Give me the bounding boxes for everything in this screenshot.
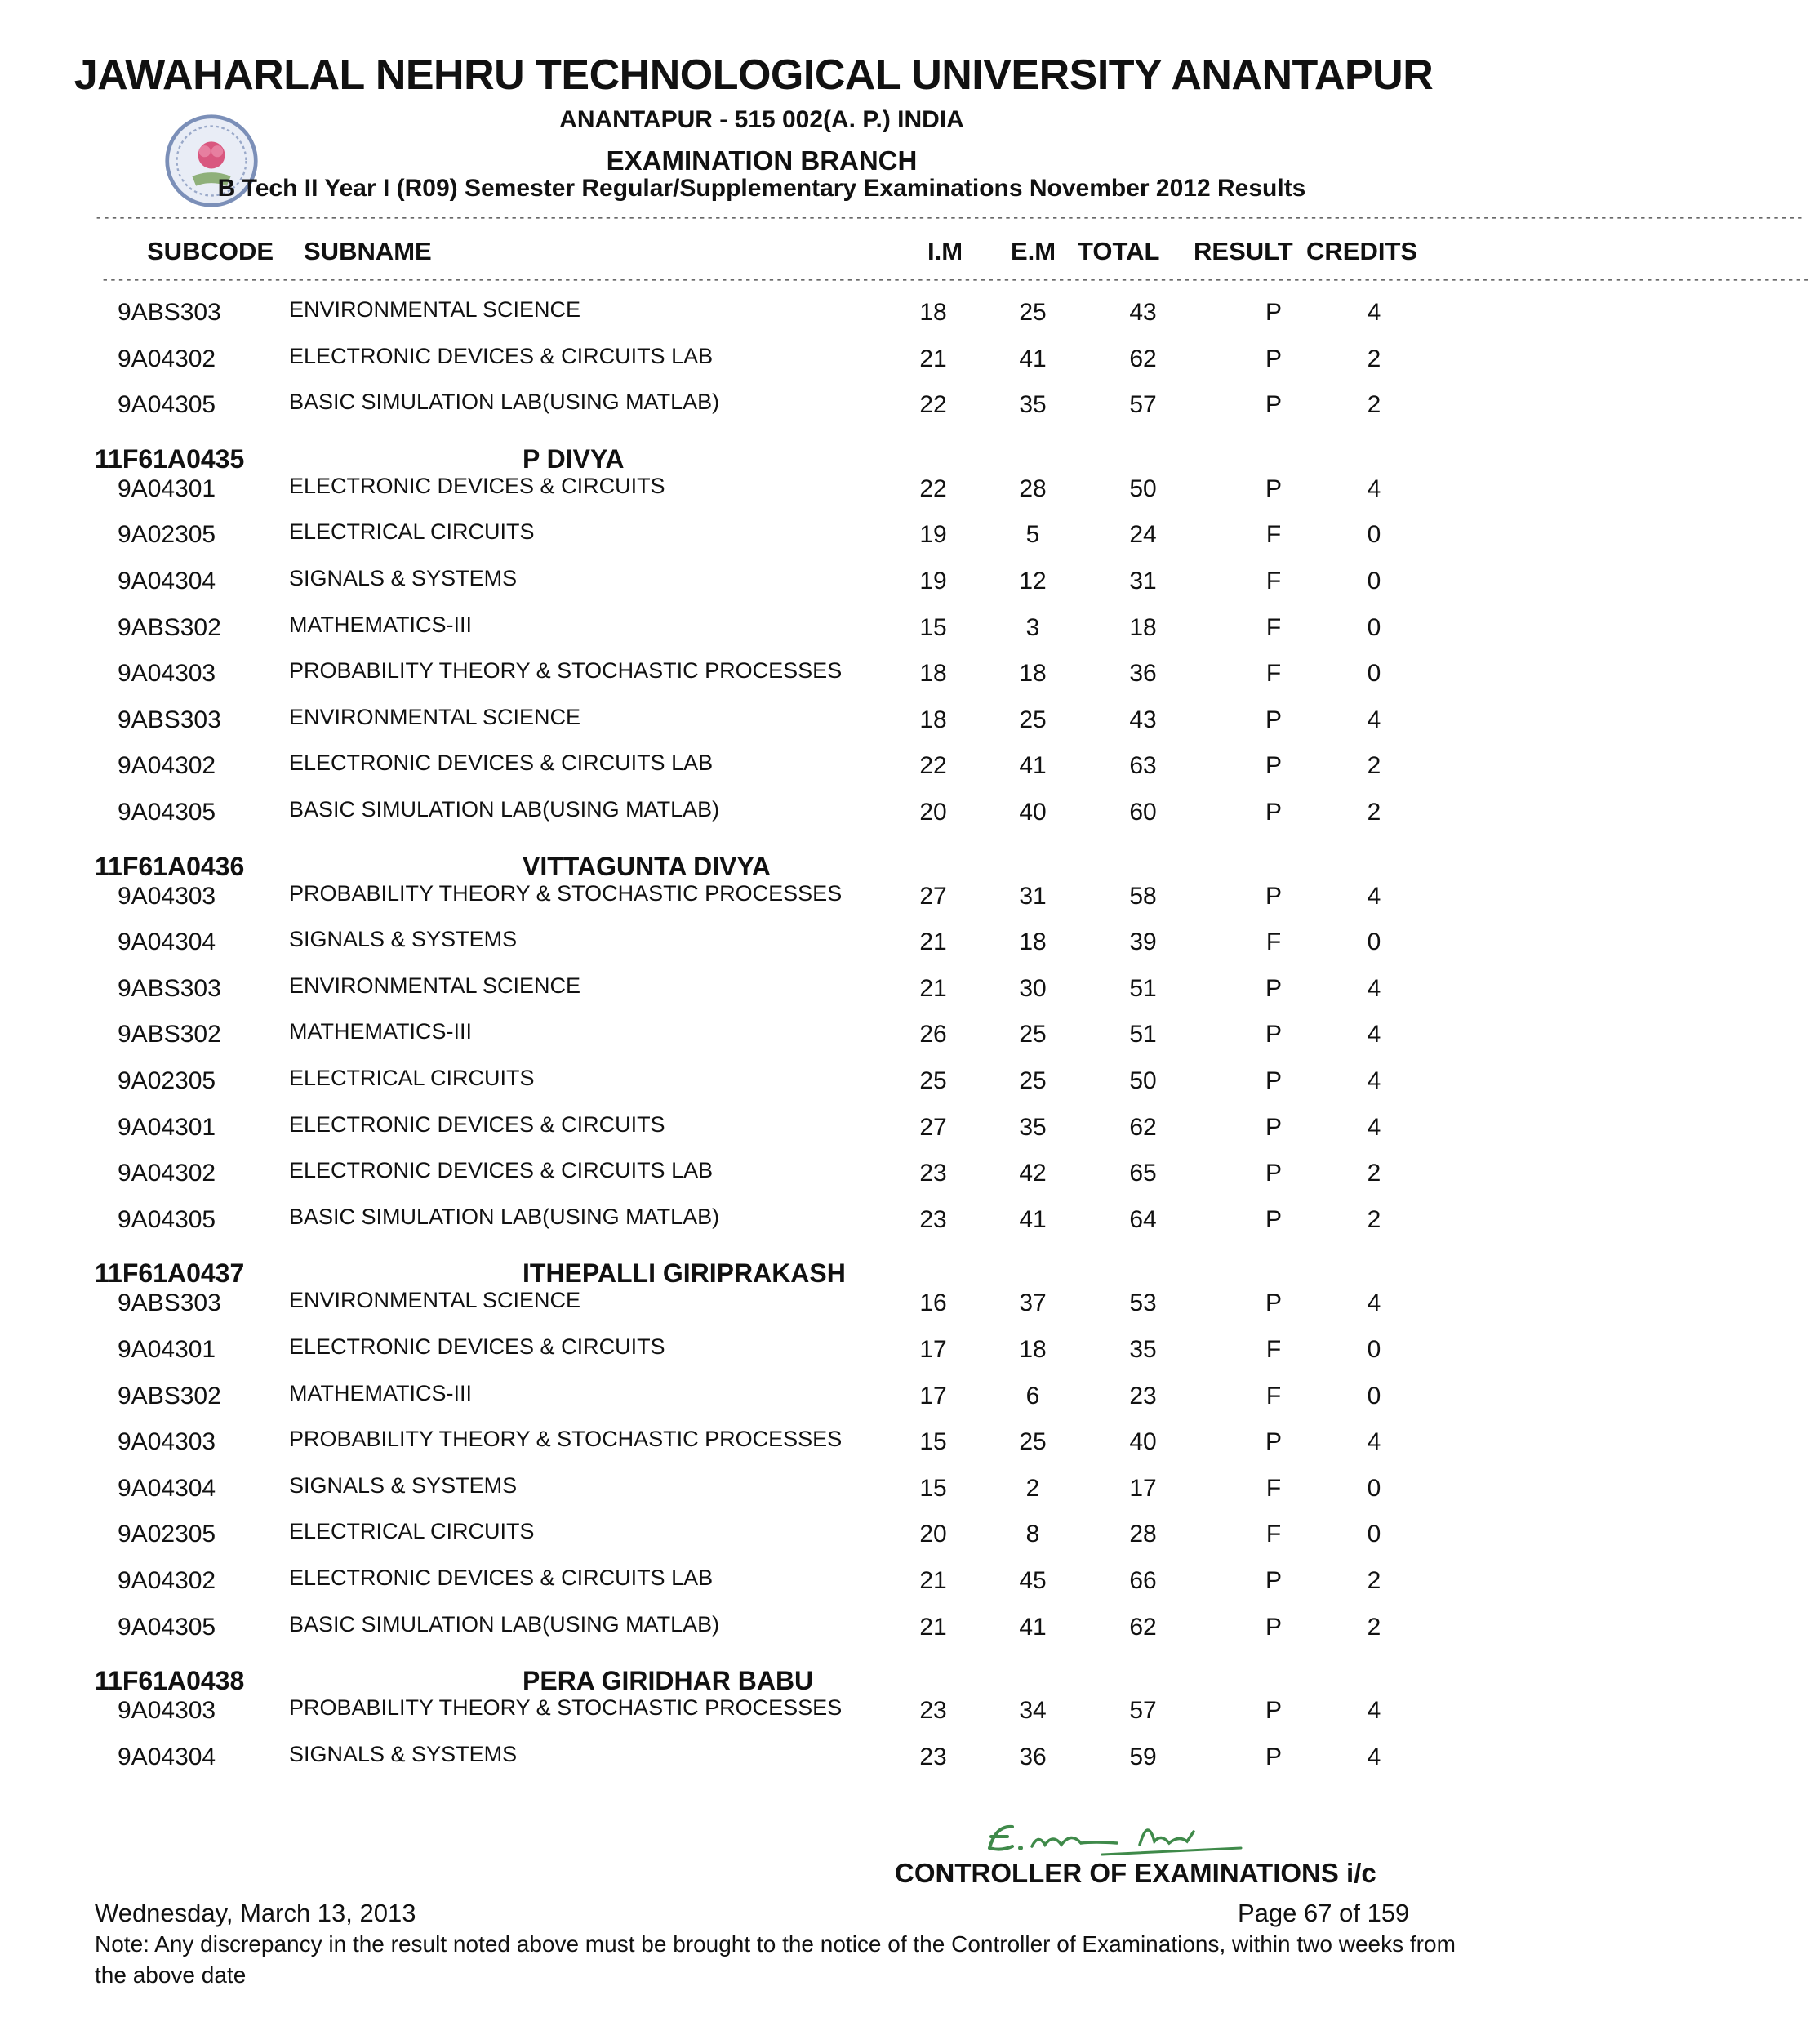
result-status: F <box>1265 568 1282 594</box>
credits-value: 0 <box>1367 613 1381 641</box>
result-status: P <box>1265 1021 1282 1049</box>
external-marks: 25 <box>1019 1067 1047 1094</box>
internal-marks: 22 <box>919 391 947 419</box>
internal-marks: 26 <box>919 1021 947 1049</box>
credits-value: 4 <box>1367 1021 1381 1049</box>
credits-value: 0 <box>1367 1336 1381 1363</box>
internal-marks: 19 <box>919 568 947 594</box>
result-status: P <box>1265 706 1282 733</box>
total-marks: 35 <box>1129 1336 1157 1363</box>
column-header-em: E.M <box>1011 237 1056 265</box>
external-marks: 25 <box>1019 299 1047 326</box>
result-status: F <box>1265 1474 1282 1502</box>
internal-marks: 23 <box>919 1697 947 1725</box>
total-marks: 50 <box>1129 474 1157 502</box>
internal-marks: 22 <box>919 752 947 780</box>
subject-code: 9ABS302 <box>118 613 221 641</box>
result-status: P <box>1265 474 1282 502</box>
internal-marks: 23 <box>919 1160 947 1187</box>
result-status: F <box>1265 613 1282 641</box>
total-marks: 53 <box>1129 1289 1157 1317</box>
result-status: P <box>1265 1160 1282 1187</box>
result-status: P <box>1265 391 1282 419</box>
internal-marks: 22 <box>919 474 947 502</box>
result-status: P <box>1265 1067 1282 1094</box>
credits-value: 4 <box>1367 299 1381 326</box>
credits-value: 4 <box>1367 1067 1381 1094</box>
university-title: JAWAHARLAL NEHRU TECHNOLOGICAL UNIVERSITY ANANTAPUR <box>73 51 1434 99</box>
subject-name: PROBABILITY THEORY & STOCHASTIC PROCESSES <box>289 658 843 684</box>
credits-value: 0 <box>1367 928 1381 956</box>
subject-code: 9A04304 <box>118 1743 216 1770</box>
subject-name: MATHEMATICS-III <box>289 612 472 637</box>
total-marks: 51 <box>1129 1021 1157 1049</box>
internal-marks: 18 <box>919 706 947 733</box>
credits-value: 4 <box>1367 1697 1381 1725</box>
external-marks: 37 <box>1019 1289 1047 1317</box>
subject-code: 9A04301 <box>118 474 216 502</box>
controller-title: CONTROLLER OF EXAMINATIONS i/c <box>895 1858 1376 1888</box>
total-marks: 40 <box>1129 1428 1157 1456</box>
total-marks: 63 <box>1129 752 1157 780</box>
subject-name: ELECTRONIC DEVICES & CIRCUITS <box>289 473 665 498</box>
subject-code: 9A04301 <box>118 1336 216 1363</box>
external-marks: 18 <box>1019 1336 1047 1363</box>
internal-marks: 20 <box>919 1521 947 1548</box>
result-status: P <box>1265 1743 1282 1770</box>
subject-code: 9A04302 <box>118 345 216 372</box>
subject-code: 9A04303 <box>118 1697 216 1725</box>
credits-value: 0 <box>1367 568 1381 594</box>
external-marks: 41 <box>1019 1205 1047 1233</box>
subject-code: 9A04305 <box>118 1205 216 1233</box>
external-marks: 25 <box>1019 706 1047 733</box>
subject-code: 9ABS302 <box>118 1021 221 1049</box>
result-status: F <box>1265 660 1282 688</box>
total-marks: 17 <box>1129 1474 1157 1502</box>
subject-name: ELECTRONIC DEVICES & CIRCUITS <box>289 1334 665 1359</box>
internal-marks: 16 <box>919 1289 947 1317</box>
external-marks: 31 <box>1019 882 1047 910</box>
discrepancy-note: Note: Any discrepancy in the result noted above must be brought to the notice of the Controller of Examinations, within two weeks from the above date <box>95 1931 1456 1988</box>
subject-name: ELECTRONIC DEVICES & CIRCUITS LAB <box>289 1158 714 1183</box>
internal-marks: 21 <box>919 1567 947 1594</box>
total-marks: 23 <box>1129 1382 1157 1409</box>
internal-marks: 20 <box>919 799 947 826</box>
internal-marks: 18 <box>919 299 947 326</box>
external-marks: 6 <box>1025 1382 1040 1409</box>
external-marks: 28 <box>1019 474 1047 502</box>
credits-value: 4 <box>1367 1743 1381 1770</box>
external-marks: 8 <box>1025 1521 1040 1548</box>
subject-name: ELECTRONIC DEVICES & CIRCUITS LAB <box>289 750 714 776</box>
external-marks: 40 <box>1019 799 1047 826</box>
student-name: P DIVYA <box>523 443 625 474</box>
subject-code: 9A04303 <box>118 660 216 688</box>
external-marks: 2 <box>1025 1474 1040 1502</box>
exam-title: B Tech II Year I (R09) Semester Regular/Supplementary Examinations November 2012 Results <box>217 175 1306 202</box>
subject-name: ELECTRONIC DEVICES & CIRCUITS <box>289 1111 665 1137</box>
total-marks: 66 <box>1129 1567 1157 1594</box>
total-marks: 62 <box>1129 1613 1157 1641</box>
total-marks: 43 <box>1129 706 1157 733</box>
column-header-subname: SUBNAME <box>304 237 432 265</box>
student-name: ITHEPALLI GIRIPRAKASH <box>523 1258 846 1289</box>
external-marks: 18 <box>1019 928 1047 956</box>
credits-value: 4 <box>1367 1428 1381 1456</box>
subject-name: ELECTRONIC DEVICES & CIRCUITS LAB <box>289 1565 714 1590</box>
student-roll-number: 11F61A0435 <box>95 443 245 474</box>
external-marks: 36 <box>1019 1743 1047 1770</box>
subject-name: SIGNALS & SYSTEMS <box>289 566 518 590</box>
total-marks: 24 <box>1129 521 1157 549</box>
external-marks: 18 <box>1019 660 1047 688</box>
subject-name: MATHEMATICS-III <box>289 1019 472 1044</box>
subject-name: PROBABILITY THEORY & STOCHASTIC PROCESSES <box>289 1427 843 1452</box>
subject-name: ENVIRONMENTAL SCIENCE <box>289 973 581 998</box>
credits-value: 4 <box>1367 706 1381 733</box>
subject-name: SIGNALS & SYSTEMS <box>289 927 518 952</box>
subject-code: 9A04305 <box>118 391 216 419</box>
external-marks: 3 <box>1025 613 1040 641</box>
divider-top: -------------------------------------------------------------------------------------------------------------------------------------------------------------------------------------------------------------------------- <box>95 211 1804 225</box>
result-status: F <box>1265 928 1282 956</box>
subject-name: BASIC SIMULATION LAB(USING MATLAB) <box>289 1611 720 1637</box>
result-status: F <box>1265 521 1282 549</box>
subject-name: SIGNALS & SYSTEMS <box>289 1741 518 1766</box>
result-status: P <box>1265 1205 1282 1233</box>
subject-code: 9A02305 <box>118 521 216 549</box>
subject-name: ELECTRICAL CIRCUITS <box>289 1519 535 1544</box>
internal-marks: 19 <box>919 521 947 549</box>
total-marks: 60 <box>1129 799 1157 826</box>
external-marks: 34 <box>1019 1697 1047 1725</box>
result-status: P <box>1265 1697 1282 1725</box>
external-marks: 25 <box>1019 1021 1047 1049</box>
credits-value: 2 <box>1367 799 1381 826</box>
credits-value: 4 <box>1367 974 1381 1002</box>
total-marks: 50 <box>1129 1067 1157 1094</box>
result-status: F <box>1265 1521 1282 1548</box>
result-status: P <box>1265 974 1282 1002</box>
column-header-total: TOTAL <box>1078 237 1160 265</box>
external-marks: 35 <box>1019 391 1047 419</box>
page-number: Page 67 of 159 <box>1238 1899 1410 1927</box>
subject-name: PROBABILITY THEORY & STOCHASTIC PROCESSES <box>289 1695 843 1721</box>
internal-marks: 15 <box>919 1474 947 1502</box>
subject-code: 9A04305 <box>118 799 216 826</box>
credits-value: 2 <box>1367 1160 1381 1187</box>
subject-code: 9A04302 <box>118 1567 216 1594</box>
credits-value: 4 <box>1367 882 1381 910</box>
column-header-result: RESULT <box>1194 237 1293 265</box>
subject-name: MATHEMATICS-III <box>289 1380 472 1405</box>
total-marks: 36 <box>1129 660 1157 688</box>
subject-code: 9A04301 <box>118 1113 216 1141</box>
subject-name: BASIC SIMULATION LAB(USING MATLAB) <box>289 390 720 415</box>
external-marks: 35 <box>1019 1113 1047 1141</box>
subject-name: ELECTRICAL CIRCUITS <box>289 519 535 545</box>
credits-value: 4 <box>1367 474 1381 502</box>
subject-code: 9A04302 <box>118 1160 216 1187</box>
total-marks: 62 <box>1129 345 1157 372</box>
total-marks: 31 <box>1129 568 1157 594</box>
external-marks: 41 <box>1019 752 1047 780</box>
internal-marks: 21 <box>919 1613 947 1641</box>
external-marks: 41 <box>1019 1613 1047 1641</box>
subject-name: BASIC SIMULATION LAB(USING MATLAB) <box>289 797 720 822</box>
external-marks: 41 <box>1019 345 1047 372</box>
total-marks: 65 <box>1129 1160 1157 1187</box>
internal-marks: 23 <box>919 1205 947 1233</box>
credits-value: 2 <box>1367 1205 1381 1233</box>
result-status: P <box>1265 1113 1282 1141</box>
total-marks: 58 <box>1129 882 1157 910</box>
credits-value: 0 <box>1367 1474 1381 1502</box>
credits-value: 4 <box>1367 1113 1381 1141</box>
subject-name: ENVIRONMENTAL SCIENCE <box>289 1288 581 1313</box>
column-header-subcode: SUBCODE <box>147 237 274 265</box>
result-status: P <box>1265 1567 1282 1594</box>
result-status: P <box>1265 799 1282 826</box>
internal-marks: 25 <box>919 1067 947 1094</box>
subject-code: 9ABS303 <box>118 974 221 1002</box>
subject-code: 9ABS303 <box>118 299 221 326</box>
subject-code: 9A04304 <box>118 928 216 956</box>
column-header-credits: CREDITS <box>1306 237 1418 265</box>
total-marks: 57 <box>1129 391 1157 419</box>
credits-value: 0 <box>1367 660 1381 688</box>
student-roll-number: 11F61A0437 <box>95 1258 245 1289</box>
subject-code: 9ABS303 <box>118 1289 221 1317</box>
result-status: P <box>1265 1289 1282 1317</box>
internal-marks: 27 <box>919 882 947 910</box>
internal-marks: 17 <box>919 1336 947 1363</box>
student-name: VITTAGUNTA DIVYA <box>523 851 772 881</box>
subject-code: 9A02305 <box>118 1521 216 1548</box>
internal-marks: 21 <box>919 345 947 372</box>
divider-header: -------------------------------------------------------------------------------------------------------------------------------------------------------------------------------------------------------------------------- <box>101 273 1810 287</box>
credits-value: 0 <box>1367 1382 1381 1409</box>
credits-value: 4 <box>1367 1289 1381 1317</box>
credits-value: 2 <box>1367 1567 1381 1594</box>
examination-branch: EXAMINATION BRANCH <box>606 145 918 176</box>
column-header-im: I.M <box>927 237 963 265</box>
internal-marks: 23 <box>919 1743 947 1770</box>
internal-marks: 15 <box>919 1428 947 1456</box>
internal-marks: 21 <box>919 928 947 956</box>
internal-marks: 15 <box>919 613 947 641</box>
credits-value: 0 <box>1367 1521 1381 1548</box>
total-marks: 57 <box>1129 1697 1157 1725</box>
subject-code: 9A04305 <box>118 1613 216 1641</box>
credits-value: 2 <box>1367 345 1381 372</box>
result-status: P <box>1265 345 1282 372</box>
total-marks: 39 <box>1129 928 1157 956</box>
subject-name: SIGNALS & SYSTEMS <box>289 1472 518 1498</box>
subject-code: 9ABS302 <box>118 1382 221 1409</box>
result-status: P <box>1265 1428 1282 1456</box>
subject-name: BASIC SIMULATION LAB(USING MATLAB) <box>289 1204 720 1229</box>
subject-code: 9A04302 <box>118 752 216 780</box>
external-marks: 45 <box>1019 1567 1047 1594</box>
total-marks: 28 <box>1129 1521 1157 1548</box>
subject-name: ENVIRONMENTAL SCIENCE <box>289 297 581 322</box>
result-status: P <box>1265 1613 1282 1641</box>
internal-marks: 21 <box>919 974 947 1002</box>
result-status: P <box>1265 882 1282 910</box>
subject-code: 9A04303 <box>118 882 216 910</box>
credits-value: 0 <box>1367 521 1381 549</box>
subject-code: 9A04303 <box>118 1428 216 1456</box>
credits-value: 2 <box>1367 752 1381 780</box>
internal-marks: 18 <box>919 660 947 688</box>
subject-code: 9A04304 <box>118 1474 216 1502</box>
result-date: Wednesday, March 13, 2013 <box>95 1899 416 1927</box>
subject-name: ENVIRONMENTAL SCIENCE <box>289 704 581 729</box>
subject-code: 9A04304 <box>118 568 216 594</box>
external-marks: 42 <box>1019 1160 1047 1187</box>
result-status: F <box>1265 1382 1282 1409</box>
credits-value: 2 <box>1367 1613 1381 1641</box>
subject-name: ELECTRONIC DEVICES & CIRCUITS LAB <box>289 343 714 368</box>
result-status: P <box>1265 752 1282 780</box>
external-marks: 25 <box>1019 1428 1047 1456</box>
internal-marks: 17 <box>919 1382 947 1409</box>
total-marks: 43 <box>1129 299 1157 326</box>
external-marks: 12 <box>1019 568 1047 594</box>
total-marks: 64 <box>1129 1205 1157 1233</box>
credits-value: 2 <box>1367 391 1381 419</box>
student-roll-number: 11F61A0436 <box>95 851 245 881</box>
subject-code: 9ABS303 <box>118 706 221 733</box>
student-name: PERA GIRIDHAR BABU <box>523 1666 814 1696</box>
total-marks: 18 <box>1129 613 1157 641</box>
total-marks: 51 <box>1129 974 1157 1002</box>
result-status: P <box>1265 299 1282 326</box>
result-status: F <box>1265 1336 1282 1363</box>
total-marks: 59 <box>1129 1743 1157 1770</box>
student-roll-number: 11F61A0438 <box>95 1666 245 1696</box>
subject-name: ELECTRICAL CIRCUITS <box>289 1066 535 1090</box>
subject-name: PROBABILITY THEORY & STOCHASTIC PROCESSES <box>289 880 843 906</box>
external-marks: 30 <box>1019 974 1047 1002</box>
total-marks: 62 <box>1129 1113 1157 1141</box>
external-marks: 5 <box>1025 521 1040 549</box>
internal-marks: 27 <box>919 1113 947 1141</box>
university-address: ANANTAPUR - 515 002(A. P.) INDIA <box>559 106 964 133</box>
subject-code: 9A02305 <box>118 1067 216 1094</box>
